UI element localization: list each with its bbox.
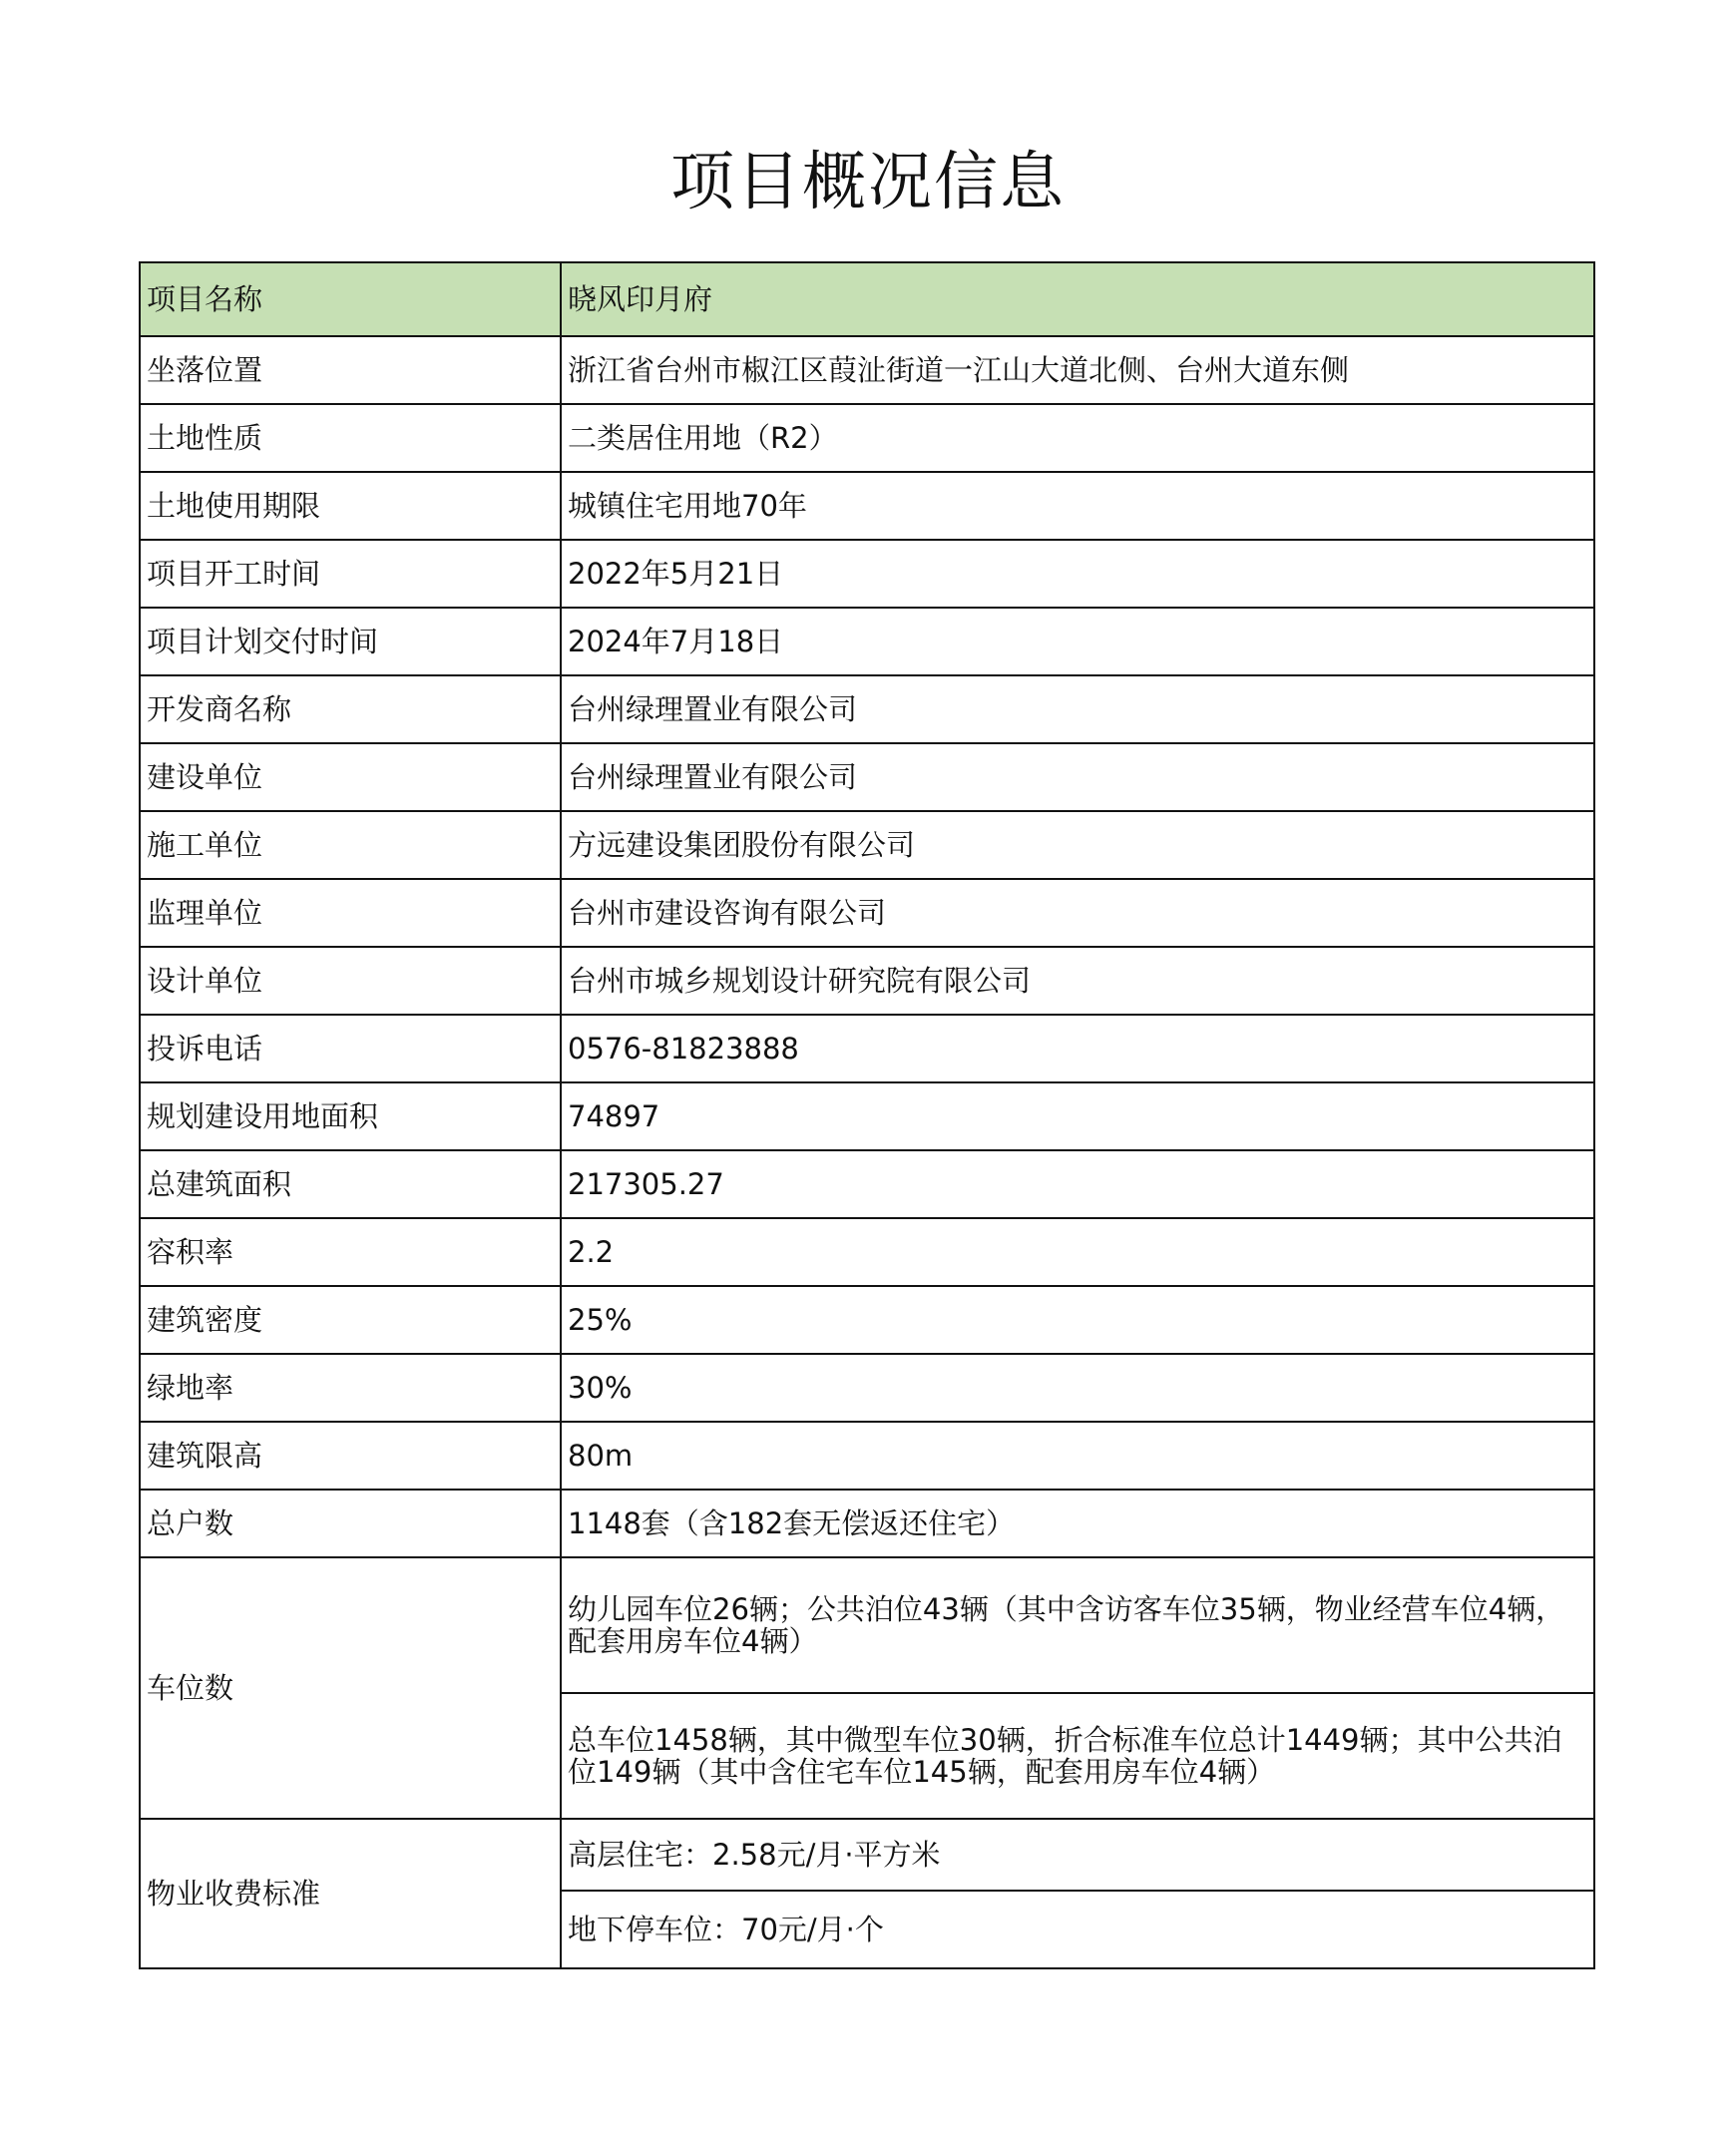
- label-cell: 土地使用期限: [140, 472, 561, 540]
- value-cell: 城镇住宅用地70年: [561, 472, 1594, 540]
- label-cell: 绿地率: [140, 1354, 561, 1422]
- label-cell: 项目计划交付时间: [140, 608, 561, 675]
- table-row: [140, 1286, 1594, 1354]
- label-cell: 规划建设用地面积: [140, 1082, 561, 1150]
- table-row: [140, 743, 1594, 811]
- value-cell: 217305.27: [561, 1150, 1594, 1218]
- value-cell: 浙江省台州市椒江区葭沚街道一江山大道北侧、台州大道东侧: [561, 336, 1594, 404]
- table-row: [140, 675, 1594, 743]
- label-cell: 坐落位置: [140, 336, 561, 404]
- property-fee-label-cell: 物业收费标准: [140, 1819, 561, 1968]
- table-row: [140, 879, 1594, 947]
- table-row: [140, 1150, 1594, 1218]
- table-row: [140, 1218, 1594, 1286]
- value-cell: 台州绿理置业有限公司: [561, 675, 1594, 743]
- parking-value-cell: 幼儿园车位26辆；公共泊位43辆（其中含访客车位35辆，物业经营车位4辆，配套用房车位4辆）: [561, 1557, 1594, 1693]
- label-cell: 投诉电话: [140, 1015, 561, 1082]
- value-cell: 台州市城乡规划设计研究院有限公司: [561, 947, 1594, 1015]
- parking-value-cell: 总车位1458辆，其中微型车位30辆，折合标准车位总计1449辆；其中公共泊位149辆（其中含住宅车位145辆，配套用房车位4辆）: [561, 1693, 1594, 1819]
- table-row: [140, 1015, 1594, 1082]
- value-cell: 二类居住用地（R2）: [561, 404, 1594, 472]
- parking-label-cell: 车位数: [140, 1557, 561, 1819]
- label-cell: 建筑限高: [140, 1422, 561, 1490]
- value-cell: 80m: [561, 1422, 1594, 1490]
- property-fee-row: [140, 1819, 1594, 1891]
- value-cell: 晓风印月府: [561, 262, 1594, 336]
- label-cell: 监理单位: [140, 879, 561, 947]
- label-cell: 项目名称: [140, 262, 561, 336]
- value-cell: 2024年7月18日: [561, 608, 1594, 675]
- table-row: [140, 1490, 1594, 1557]
- value-cell: 2.2: [561, 1218, 1594, 1286]
- value-cell: 2022年5月21日: [561, 540, 1594, 608]
- table-row: [140, 1082, 1594, 1150]
- label-cell: 容积率: [140, 1218, 561, 1286]
- label-cell: 土地性质: [140, 404, 561, 472]
- value-cell: 方远建设集团股份有限公司: [561, 811, 1594, 879]
- value-cell: 74897: [561, 1082, 1594, 1150]
- label-cell: 总户数: [140, 1490, 561, 1557]
- label-cell: 施工单位: [140, 811, 561, 879]
- table-row: [140, 1422, 1594, 1490]
- value-cell: 30%: [561, 1354, 1594, 1422]
- project-info-table: [139, 261, 1595, 1969]
- label-cell: 开发商名称: [140, 675, 561, 743]
- label-cell: 总建筑面积: [140, 1150, 561, 1218]
- table-row: [140, 811, 1594, 879]
- table-row: [140, 540, 1594, 608]
- value-cell: 台州市建设咨询有限公司: [561, 879, 1594, 947]
- value-cell: 0576-81823888: [561, 1015, 1594, 1082]
- page-title: 项目概况信息: [670, 146, 1066, 219]
- table-row: [140, 608, 1594, 675]
- value-cell: 25%: [561, 1286, 1594, 1354]
- table-row: [140, 947, 1594, 1015]
- table-row: [140, 404, 1594, 472]
- table-row: [140, 1354, 1594, 1422]
- label-cell: 项目开工时间: [140, 540, 561, 608]
- property-fee-value-cell: 高层住宅：2.58元/月·平方米: [561, 1819, 1594, 1891]
- label-cell: 建筑密度: [140, 1286, 561, 1354]
- label-cell: 建设单位: [140, 743, 561, 811]
- value-cell: 台州绿理置业有限公司: [561, 743, 1594, 811]
- table-row: [140, 472, 1594, 540]
- table-row: [140, 336, 1594, 404]
- parking-row: [140, 1557, 1594, 1693]
- value-cell: 1148套（含182套无偿返还住宅）: [561, 1490, 1594, 1557]
- table-header-row: [140, 262, 1594, 336]
- property-fee-value-cell: 地下停车位：70元/月·个: [561, 1891, 1594, 1968]
- label-cell: 设计单位: [140, 947, 561, 1015]
